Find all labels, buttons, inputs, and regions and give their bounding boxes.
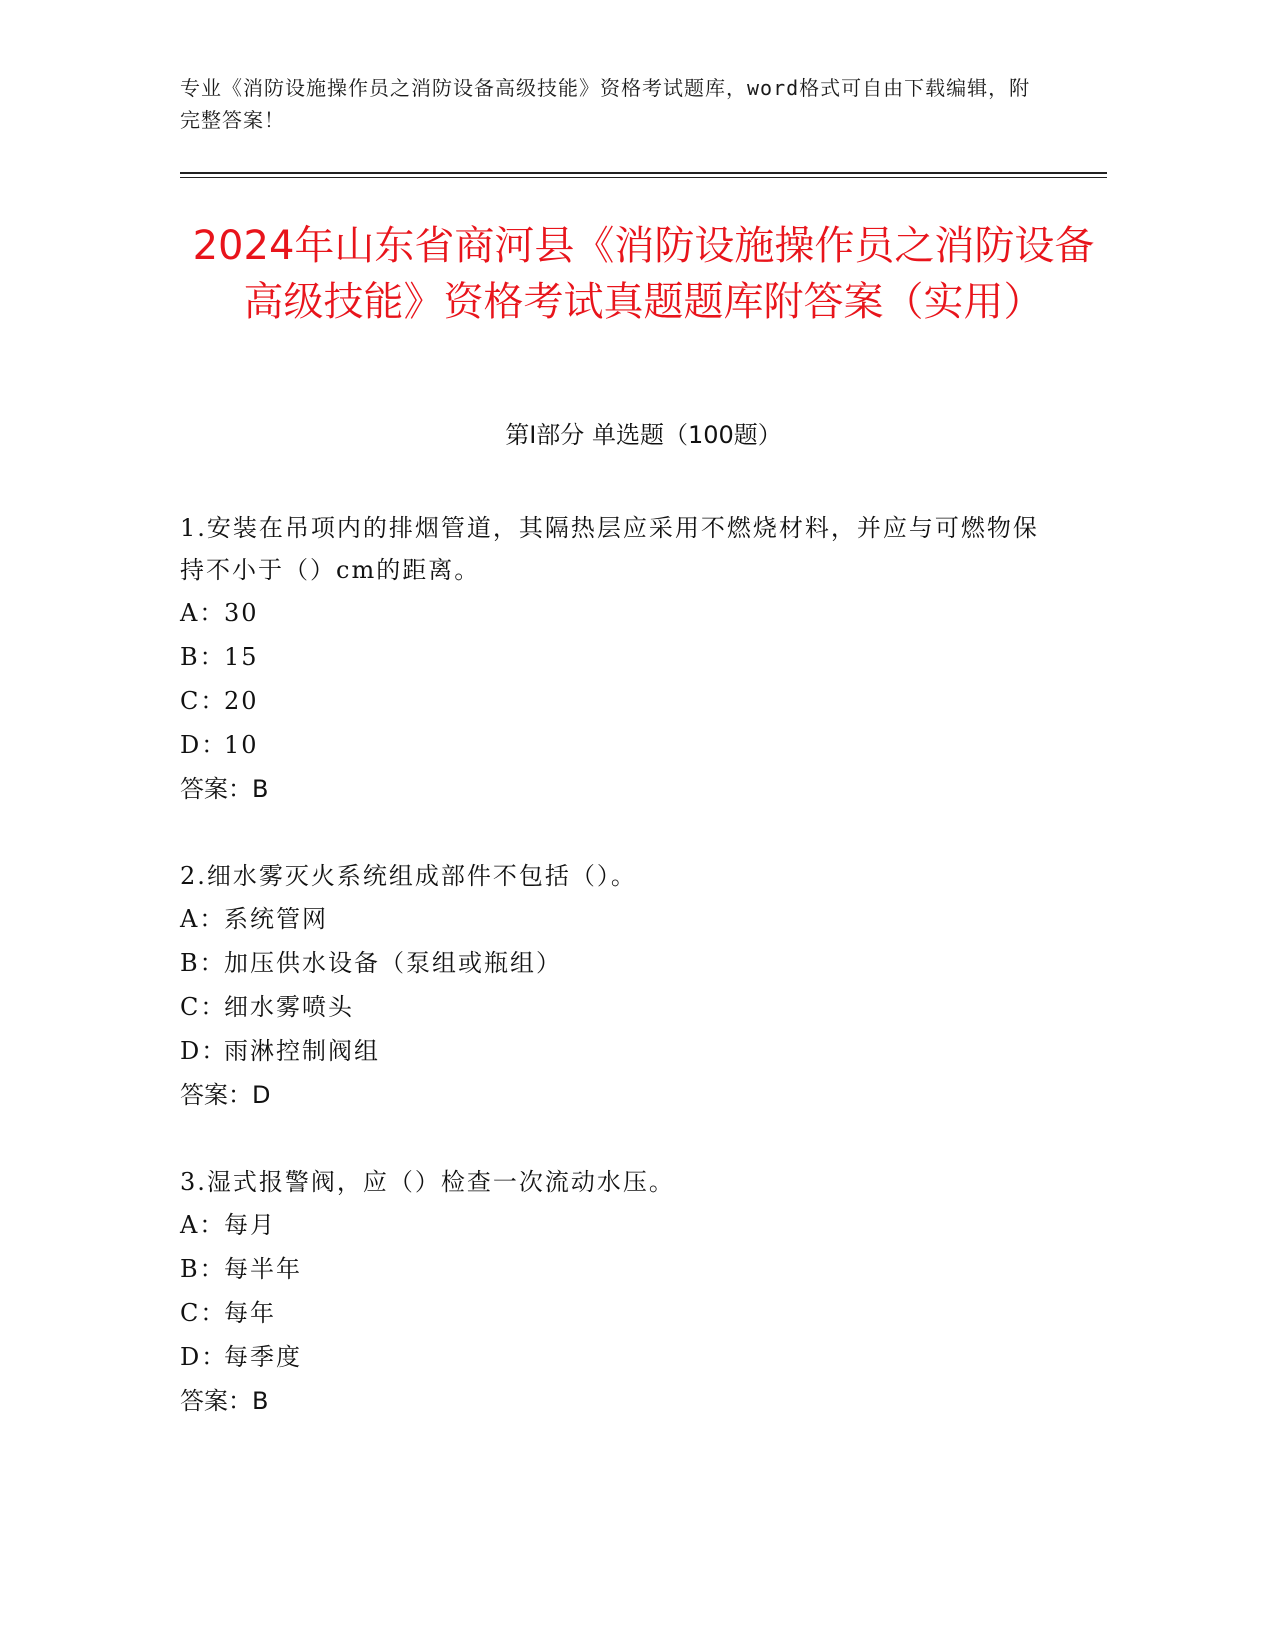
option-text: 20 [224, 687, 259, 715]
section-title: 第I部分 单选题（100题） [505, 421, 782, 449]
option-b [180, 635, 1040, 679]
question-stem: 2.细水雾灭火系统组成部件不包括（）。 [180, 862, 637, 890]
option-key: A： [180, 905, 226, 933]
option-text: 每年 [224, 1299, 276, 1327]
option-text: 每季度 [224, 1343, 302, 1371]
option-text: 雨淋控制阀组 [224, 1037, 380, 1065]
header-divider [180, 172, 1107, 178]
option-text: 细水雾喷头 [224, 993, 354, 1021]
option-text: 系统管网 [224, 905, 328, 933]
option-key: D： [180, 731, 228, 759]
header-note: 专业《消防设施操作员之消防设备高级技能》资格考试题库，word格式可自由下载编辑，附完整答案！ [180, 76, 1031, 132]
option-a [180, 1203, 1040, 1247]
option-text: 10 [224, 731, 259, 759]
option-key: C： [180, 687, 227, 715]
question-1 [180, 505, 1040, 811]
option-key: B： [180, 949, 226, 977]
option-d [180, 1029, 1040, 1073]
option-key: D： [180, 1037, 228, 1065]
option-a [180, 897, 1040, 941]
option-c [180, 985, 1040, 1029]
option-d [180, 723, 1040, 767]
option-key: C： [180, 1299, 227, 1327]
option-c [180, 679, 1040, 723]
option-text: 15 [224, 643, 259, 671]
option-text: 每月 [224, 1211, 276, 1239]
option-key: B： [180, 643, 226, 671]
option-key: B： [180, 1255, 226, 1283]
question-stem: 3.湿式报警阀，应（）检查一次流动水压。 [180, 1168, 675, 1196]
option-d [180, 1335, 1040, 1379]
option-key: A： [180, 599, 226, 627]
option-text: 每半年 [224, 1255, 302, 1283]
option-a [180, 591, 1040, 635]
answer-line: 答案：D [180, 1081, 271, 1109]
answer-line: 答案：B [180, 775, 269, 803]
question-3 [180, 1159, 1040, 1423]
option-key: C： [180, 993, 227, 1021]
option-b [180, 1247, 1040, 1291]
option-b [180, 941, 1040, 985]
document-title: 2024年山东省商河县《消防设施操作员之消防设备高级技能》资格考试真题题库附答案（实用） [192, 223, 1095, 325]
question-list [180, 505, 1040, 1465]
question-stem: 1.安装在吊项内的排烟管道，其隔热层应采用不燃烧材料，并应与可燃物保持不小于（）cm的距离。 [180, 514, 1039, 584]
option-key: D： [180, 1343, 228, 1371]
option-key: A： [180, 1211, 226, 1239]
question-2 [180, 853, 1040, 1117]
answer-line: 答案：B [180, 1387, 269, 1415]
option-c [180, 1291, 1040, 1335]
option-text: 30 [224, 599, 259, 627]
option-text: 加压供水设备（泵组或瓶组） [224, 949, 562, 977]
